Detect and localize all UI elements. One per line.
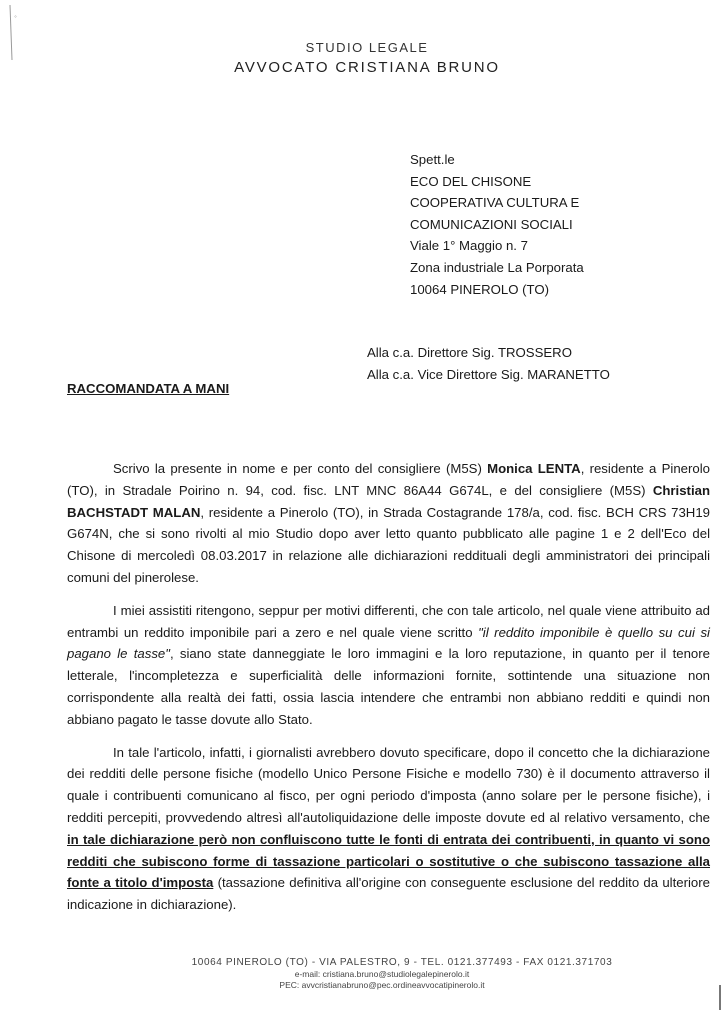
recipient-line: COMUNICAZIONI SOCIALI (410, 216, 573, 232)
footer-address: 10064 PINEROLO (TO) - VIA PALESTRO, 9 - TEL. 0121.377493 - FAX 0121.371703 (191, 957, 613, 968)
p1-name-lenta: Monica LENTA (487, 461, 581, 476)
letterhead-lawyer-name: AVVOCATO CRISTIANA BRUNO (234, 59, 500, 76)
paragraph-3 (67, 742, 710, 916)
recipient-address (410, 149, 584, 300)
p1-text: , residente a Pinerolo (TO), in Stradale Poirino n. 94, cod. fisc. LNT MNC 86A44 G674L, e del consigliere (M5S) (67, 461, 710, 498)
svg-text:°: ° (14, 15, 17, 22)
p2-quote: "il reddito imponibile è quello su cui si pagano le tasse" (67, 624, 710, 662)
attention-director: Alla c.a. Direttore Sig. TROSSERO (367, 345, 572, 360)
recipient-line: ECO DEL CHISONE (410, 173, 532, 189)
p1-name-bachstadt: Christian BACHSTADT MALAN (67, 482, 710, 520)
scan-edge-mark (719, 985, 721, 1010)
delivery-method-heading: RACCOMANDATA A MANI (67, 381, 230, 396)
p2-text: , siano state danneggiate le loro immagini e la loro reputazione, in quanto per il tenore letterale, l'incompletezza e superficialità delle informazioni fornite, sottintende una situazione non corrispondente alla realtà dei fatti, ossia lascia intendere che entrambi non abbiano redditi e quindi non abbiano pagato le tasse dovute allo Stato. (67, 646, 710, 727)
p3-text: (tassazione definitiva all'origine con conseguente esclusione del reddito da ulteriore indicazione in dichiarazione). (67, 875, 710, 913)
p1-text: , residente a Pinerolo (TO), in Strada Costagrande 178/a, cod. fisc. BCH CRS 73H19 G674N, che si sono rivolti al mio Studio dopo aver letto quanto pubblicato alle pagine 1 e 2 dell'Eco del Chisone di mercoledì 08.03.2017 in relazione alle dichiarazioni reddituali degli amministratori dei principali comuni del pinerolese. (67, 504, 710, 585)
p3-text: In tale l'articolo, infatti, i giornalisti avrebbero dovuto specificare, dopo il concetto che la dichiarazione dei redditi delle persone fisiche (modello Unico Persone Fisiche e modello 730) è il documento attraverso il quale i contribuenti comunicano al fisco, per ogni periodo d'imposta (anno solare per le persone fisiche), i redditi percepiti, provvedendo altresì all'autoliquidazione delle imposte dovute ed al relativo versamento, che (67, 744, 710, 825)
recipient-line: 10064 PINEROLO (TO) (410, 281, 550, 297)
attention-lines (367, 342, 610, 386)
paragraph-1 (67, 458, 710, 589)
attention-vice-director: Alla c.a. Vice Direttore Sig. MARANETTO (367, 367, 610, 382)
recipient-line: COOPERATIVA CULTURA E (410, 195, 580, 211)
paragraph-2 (67, 600, 710, 731)
recipient-line: Zona industriale La Porporata (410, 259, 584, 275)
footer-email: e-mail: cristiana.bruno@studiolegalepinerolo.it (294, 969, 470, 979)
p1-text: Scrivo la presente in nome e per conto del consigliere (M5S) (113, 461, 488, 476)
recipient-line: Spett.le (410, 152, 455, 167)
recipient-line: Viale 1° Maggio n. 7 (410, 238, 528, 254)
letterhead-studio: STUDIO LEGALE (305, 40, 429, 55)
letterhead (0, 40, 724, 76)
p2-text: I miei assistiti ritengono, seppur per motivi differenti, che con tale articolo, nel quale viene attribuito ad entrambi un reddito imponibile pari a zero e nel quale viene scritto (67, 602, 710, 640)
letter-body (67, 458, 710, 927)
p3-emphasis: in tale dichiarazione però non confluiscono tutte le fonti di entrata dei contribuenti, in quanto vi sono redditi che subiscono forme di tassazione particolari o sostitutive o che subiscono tassazione alla fonte a titolo d'imposta (67, 831, 710, 891)
letterhead-footer (0, 957, 724, 990)
footer-pec: PEC: avvcristianabruno@pec.ordineavvocatipinerolo.it (279, 980, 485, 990)
